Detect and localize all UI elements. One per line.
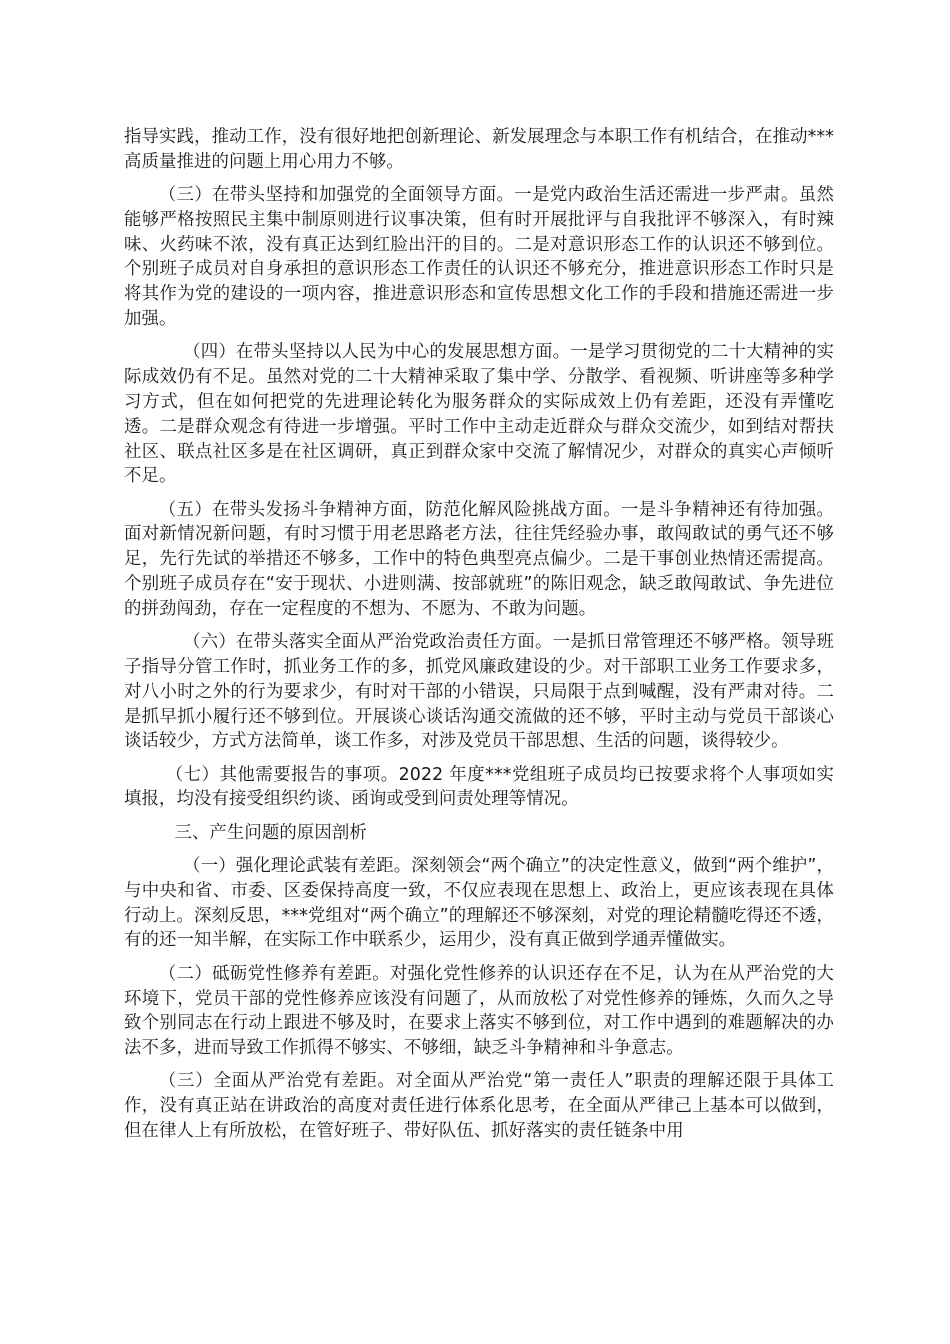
paragraph-cause-1: （一）强化理论武装有差距。深刻领会“两个确立”的决定性意义，做到“两个维护”，与中央和省、市委、区委保持高度一致，不仅应表现在思想上、政治上，更应该表现在具体行动上。深刻反思，***党组对“两个确立”的理解还不够深刻，对党的理论精髓吃得还不透，有的还一知半解，在实际工作中联系少，运用少，没有真正做到学通弄懂做实。 xyxy=(124,856,834,951)
paragraph-section-3: （三）在带头坚持和加强党的全面领导方面。一是党内政治生活还需进一步严肃。虽然能够严格按照民主集中制原则进行议事决策，但有时开展批评与自我批评不够深入，有时辣味、火药味不浓，没有真正达到红脸出汗的目的。二是对意识形态工作的认识还不够到位。个别班子成员对自身承担的意识形态工作责任的认识还不够充分，推进意识形态工作时只是将其作为党的建设的一项内容，推进意识形态和宣传思想文化工作的手段和措施还需进一步加强。 xyxy=(124,185,834,330)
document-body xyxy=(124,125,834,1152)
paragraph-cause-2: （二）砥砺党性修养有差距。对强化党性修养的认识还存在不足，认为在从严治党的大环境下，党员干部的党性修养应该没有问题了，从而放松了对党性修养的锤炼，久而久之导致个别同志在行动上跟进不够及时，在要求上落实不够到位，对工作中遇到的难题解决的办法不多，进而导致工作抓得不够实、不够细，缺乏斗争精神和斗争意志。 xyxy=(124,963,834,1059)
section-heading-causes: 三、产生问题的原因剖析 xyxy=(174,822,367,843)
paragraph-section-6: （六）在带头落实全面从严治党政治责任方面。一是抓日常管理还不够严格。领导班子指导分管工作时，抓业务工作的多，抓党风廉政建设的少。对干部职工业务工作要求多，对八小时之外的行为要求少，有时对干部的小错误，只局限于点到喊醒，没有严肃对待。二是抓早抓小履行还不够到位。开展谈心谈话沟通交流做的还不够，平时主动与党员干部谈心谈话较少，方式方法简单，谈工作多，对涉及党员干部思想、生活的问题，谈得较少。 xyxy=(124,632,834,752)
paragraph-section-4: （四）在带头坚持以人民为中心的发展思想方面。一是学习贯彻党的二十大精神的实际成效仍有不足。虽然对党的二十大精神采取了集中学、分散学、看视频、听讲座等多种学习方式，但在如何把党的先进理论转化为服务群众的实际成效上仍有差距，还没有弄懂吃透。二是群众观念有待进一步增强。平时工作中主动走近群众与群众交流少，如到结对帮扶社区、联点社区多是在社区调研，真正到群众家中交流了解情况少，对群众的真实心声倾听不足。 xyxy=(124,342,834,487)
paragraph-section-5: （五）在带头发扬斗争精神方面，防范化解风险挑战方面。一是斗争精神还有待加强。面对新情况新问题，有时习惯于用老思路老方法，往往凭经验办事，敢闯敢试的勇气还不够足，先行先试的举措还不够多，工作中的特色典型亮点偏少。二是干事创业热情还需提高。个别班子成员存在“安于现状、小进则满、按部就班”的陈旧观念，缺乏敢闯敢试、争先进位的拼劲闯劲，存在一定程度的不想为、不愿为、不敢为问题。 xyxy=(124,499,834,619)
paragraph-section-7: （七）其他需要报告的事项。2022 年度***党组班子成员均已按要求将个人事项如实填报，均没有接受组织约谈、函询或受到问责处理等情况。 xyxy=(124,764,834,810)
paragraph-continuation: 指导实践，推动工作，没有很好地把创新理论、新发展理念与本职工作有机结合，在推动***高质量推进的问题上用心用力不够。 xyxy=(124,127,834,172)
paragraph-cause-3: （三）全面从严治党有差距。对全面从严治党“第一责任人”职责的理解还限于具体工作，没有真正站在讲政治的高度对责任进行体系化思考，在全面从严律己上基本可以做到，但在律人上有所放松，在管好班子、带好队伍、抓好落实的责任链条中用 xyxy=(124,1071,834,1141)
